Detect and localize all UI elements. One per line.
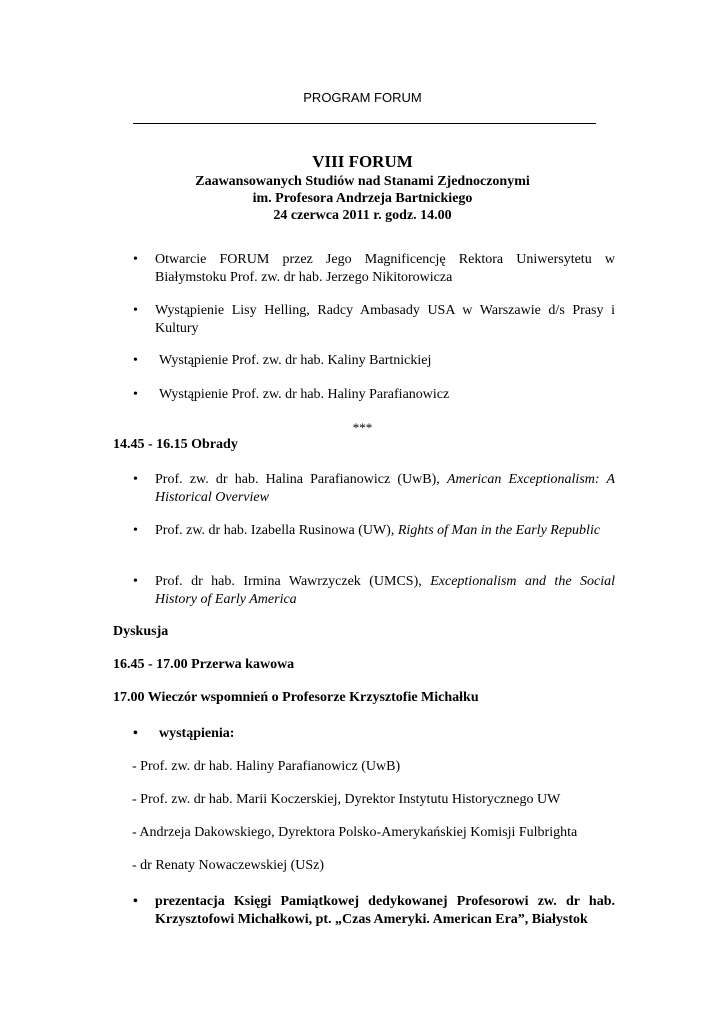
- opening-item: • Otwarcie FORUM przez Jego Magnificencję Rektora Uniwersytetu w Białymstoku Prof. zw. dr hab. Jerzego Nikitorowicza: [155, 251, 615, 287]
- talk-speaker: Prof. zw. dr hab. Izabella Rusinowa (UW),: [155, 523, 395, 538]
- talk-item: [155, 471, 615, 507]
- forum-title: VIII FORUM: [312, 152, 413, 171]
- talk-title: Rights of Man in the Early Republic: [397, 523, 601, 538]
- speaker-line: - dr Renaty Nowaczewskiej (USz): [132, 858, 325, 873]
- opening-item: • Wystąpienie Prof. zw. dr hab. Kaliny Bartnickiej: [155, 352, 615, 370]
- opening-item: • Wystąpienie Prof. zw. dr hab. Haliny Parafianowicz: [155, 386, 615, 404]
- talk-speaker: Prof. zw. dr hab. Halina Parafianowicz (UwB),: [155, 472, 440, 487]
- speeches-label: • wystąpienia:: [155, 725, 615, 743]
- evening-heading: 17.00 Wieczór wspomnień o Profesorze Krzysztofie Michałku: [113, 690, 479, 705]
- speaker-line: - Andrzeja Dakowskiego, Dyrektora Polsko-Amerykańskiej Komisji Fulbrighta: [132, 825, 578, 840]
- opening-item: • Wystąpienie Lisy Helling, Radcy Ambasady USA w Warszawie d/s Prasy i Kultury: [155, 302, 615, 338]
- speaker-line: - Prof. zw. dr hab. Haliny Parafianowicz (UwB): [132, 759, 401, 774]
- break-heading: 16.45 - 17.00 Przerwa kawowa: [113, 657, 295, 672]
- talk-speaker: Prof. dr hab. Irmina Wawrzyczek (UMCS),: [155, 574, 422, 589]
- presentation-item: • prezentacja Księgi Pamiątkowej dedykowanej Profesorowi zw. dr hab. Krzysztofowi Michałkowi, pt. „Czas Ameryki. American Era”, Białystok: [155, 893, 615, 929]
- forum-patron: im. Profesora Andrzeja Bartnickiego: [252, 191, 473, 206]
- forum-date: 24 czerwca 2011 r. godz. 14.00: [273, 208, 452, 223]
- talk-item: [155, 573, 615, 609]
- running-header: PROGRAM FORUM: [303, 90, 422, 105]
- discussion-heading: Dyskusja: [113, 624, 169, 639]
- section-separator: ***: [352, 420, 373, 435]
- talk-item: [155, 522, 615, 540]
- speaker-line: - Prof. zw. dr hab. Marii Koczerskiej, Dyrektor Instytutu Historycznego UW: [132, 792, 561, 807]
- talk-title: Exceptionalism and the Social History of Early America: [155, 574, 615, 607]
- header-rule: [133, 123, 596, 124]
- forum-subtitle: Zaawansowanych Studiów nad Stanami Zjednoczonymi: [195, 174, 530, 189]
- session-heading: 14.45 - 16.15 Obrady: [113, 437, 238, 452]
- talk-title: American Exceptionalism: A Historical Overview: [155, 472, 616, 505]
